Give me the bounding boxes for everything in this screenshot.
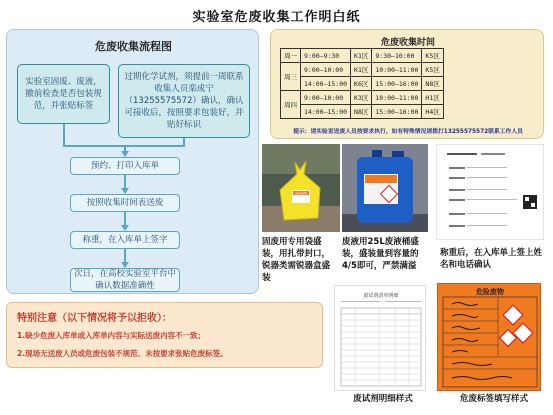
caption-weigh-sign: 称重后，在入库单上签上姓名和电话确认 [440,248,543,270]
photo-liquid-drum [342,144,428,232]
photo-reagent-list [334,285,426,391]
table-row: 周三 9:00—10:00 K1区 10:00—11:00 K5区 [281,63,444,77]
flow-title: 危废收集流程图 [95,40,172,53]
page-title: 实验室危废收集工作明白纸 [192,10,361,25]
flow-box-expired-reagents: 过期化学试剂，须提前一周联系收集人员栾成宁（13255575572）确认，确认可接收后，按照要求包装好，并贴好标识 [118,64,250,138]
caption-hazard-label: 危废标签填写样式 [459,394,528,404]
schedule-title: 危废收集时间 [380,38,435,48]
table-row: 14:00—15:00 N8区 15:00—16:00 H4区 [281,105,444,119]
schedule-day: 周三 [281,63,301,91]
notice-item: 2.现场无送废人员或危废包装不规范、未按要求张贴危废标签。 [17,349,228,358]
schedule-table [280,48,444,119]
photo-receipt-form [436,144,544,240]
flow-step-weigh: 称重，在入库单上签字 [70,231,180,249]
caption-solid-waste: 固废用专用袋盛装，用扎带封口，锐器类需锐器盒盛装 [262,237,331,283]
schedule-note: 提示：请实验室送废人员按要求执行，如有特殊情况请拨打13255575572联系工作人员 [293,129,523,135]
photo-waste-bag [262,144,340,232]
notice-title: 特别注意（以下情况将予以拒收）： [17,313,172,324]
flow-step-confirm: 次日，在高校实验室平台中确认数据准确性 [70,268,180,292]
table-row: 14:00—15:00 K6区 15:00—16:00 N8区 [281,77,444,91]
notice-item: 1.缺少危废入库单或入库单内容与实际送废内容不一致； [17,331,206,340]
flow-panel [6,29,259,294]
reagent-list-title: 废试剂清单明细 [363,293,399,299]
bag-label-text: 危险废物 [294,191,308,196]
table-row: 周一 9:00—9:30 K1区 9:30—10:00 K5区 [281,49,444,63]
caption-reagent-list: 废试剂明细样式 [353,394,413,404]
photo-hazard-label [437,283,541,391]
caption-liquid-waste: 废液用25L废液桶盛装，盛装量到容量的4/5即可，严禁满溢 [342,237,419,271]
hazard-label-title: 危险废物 [476,288,504,296]
schedule-day: 周四 [281,91,301,119]
table-row: 周四 9:00—10:00 K3区 10:00—11:00 H1区 [281,91,444,105]
schedule-day: 周一 [281,49,301,63]
rejection-notice [6,302,323,368]
flow-connector [63,124,65,146]
flow-box-waste-check: 实验室固废、废液，撤前检查是否包装规范，并张贴标签 [17,64,110,124]
flow-step-book: 预约、打印入库单 [70,157,180,175]
schedule-panel [270,29,544,139]
flow-step-deliver: 按照收集时间表送废 [70,194,180,212]
